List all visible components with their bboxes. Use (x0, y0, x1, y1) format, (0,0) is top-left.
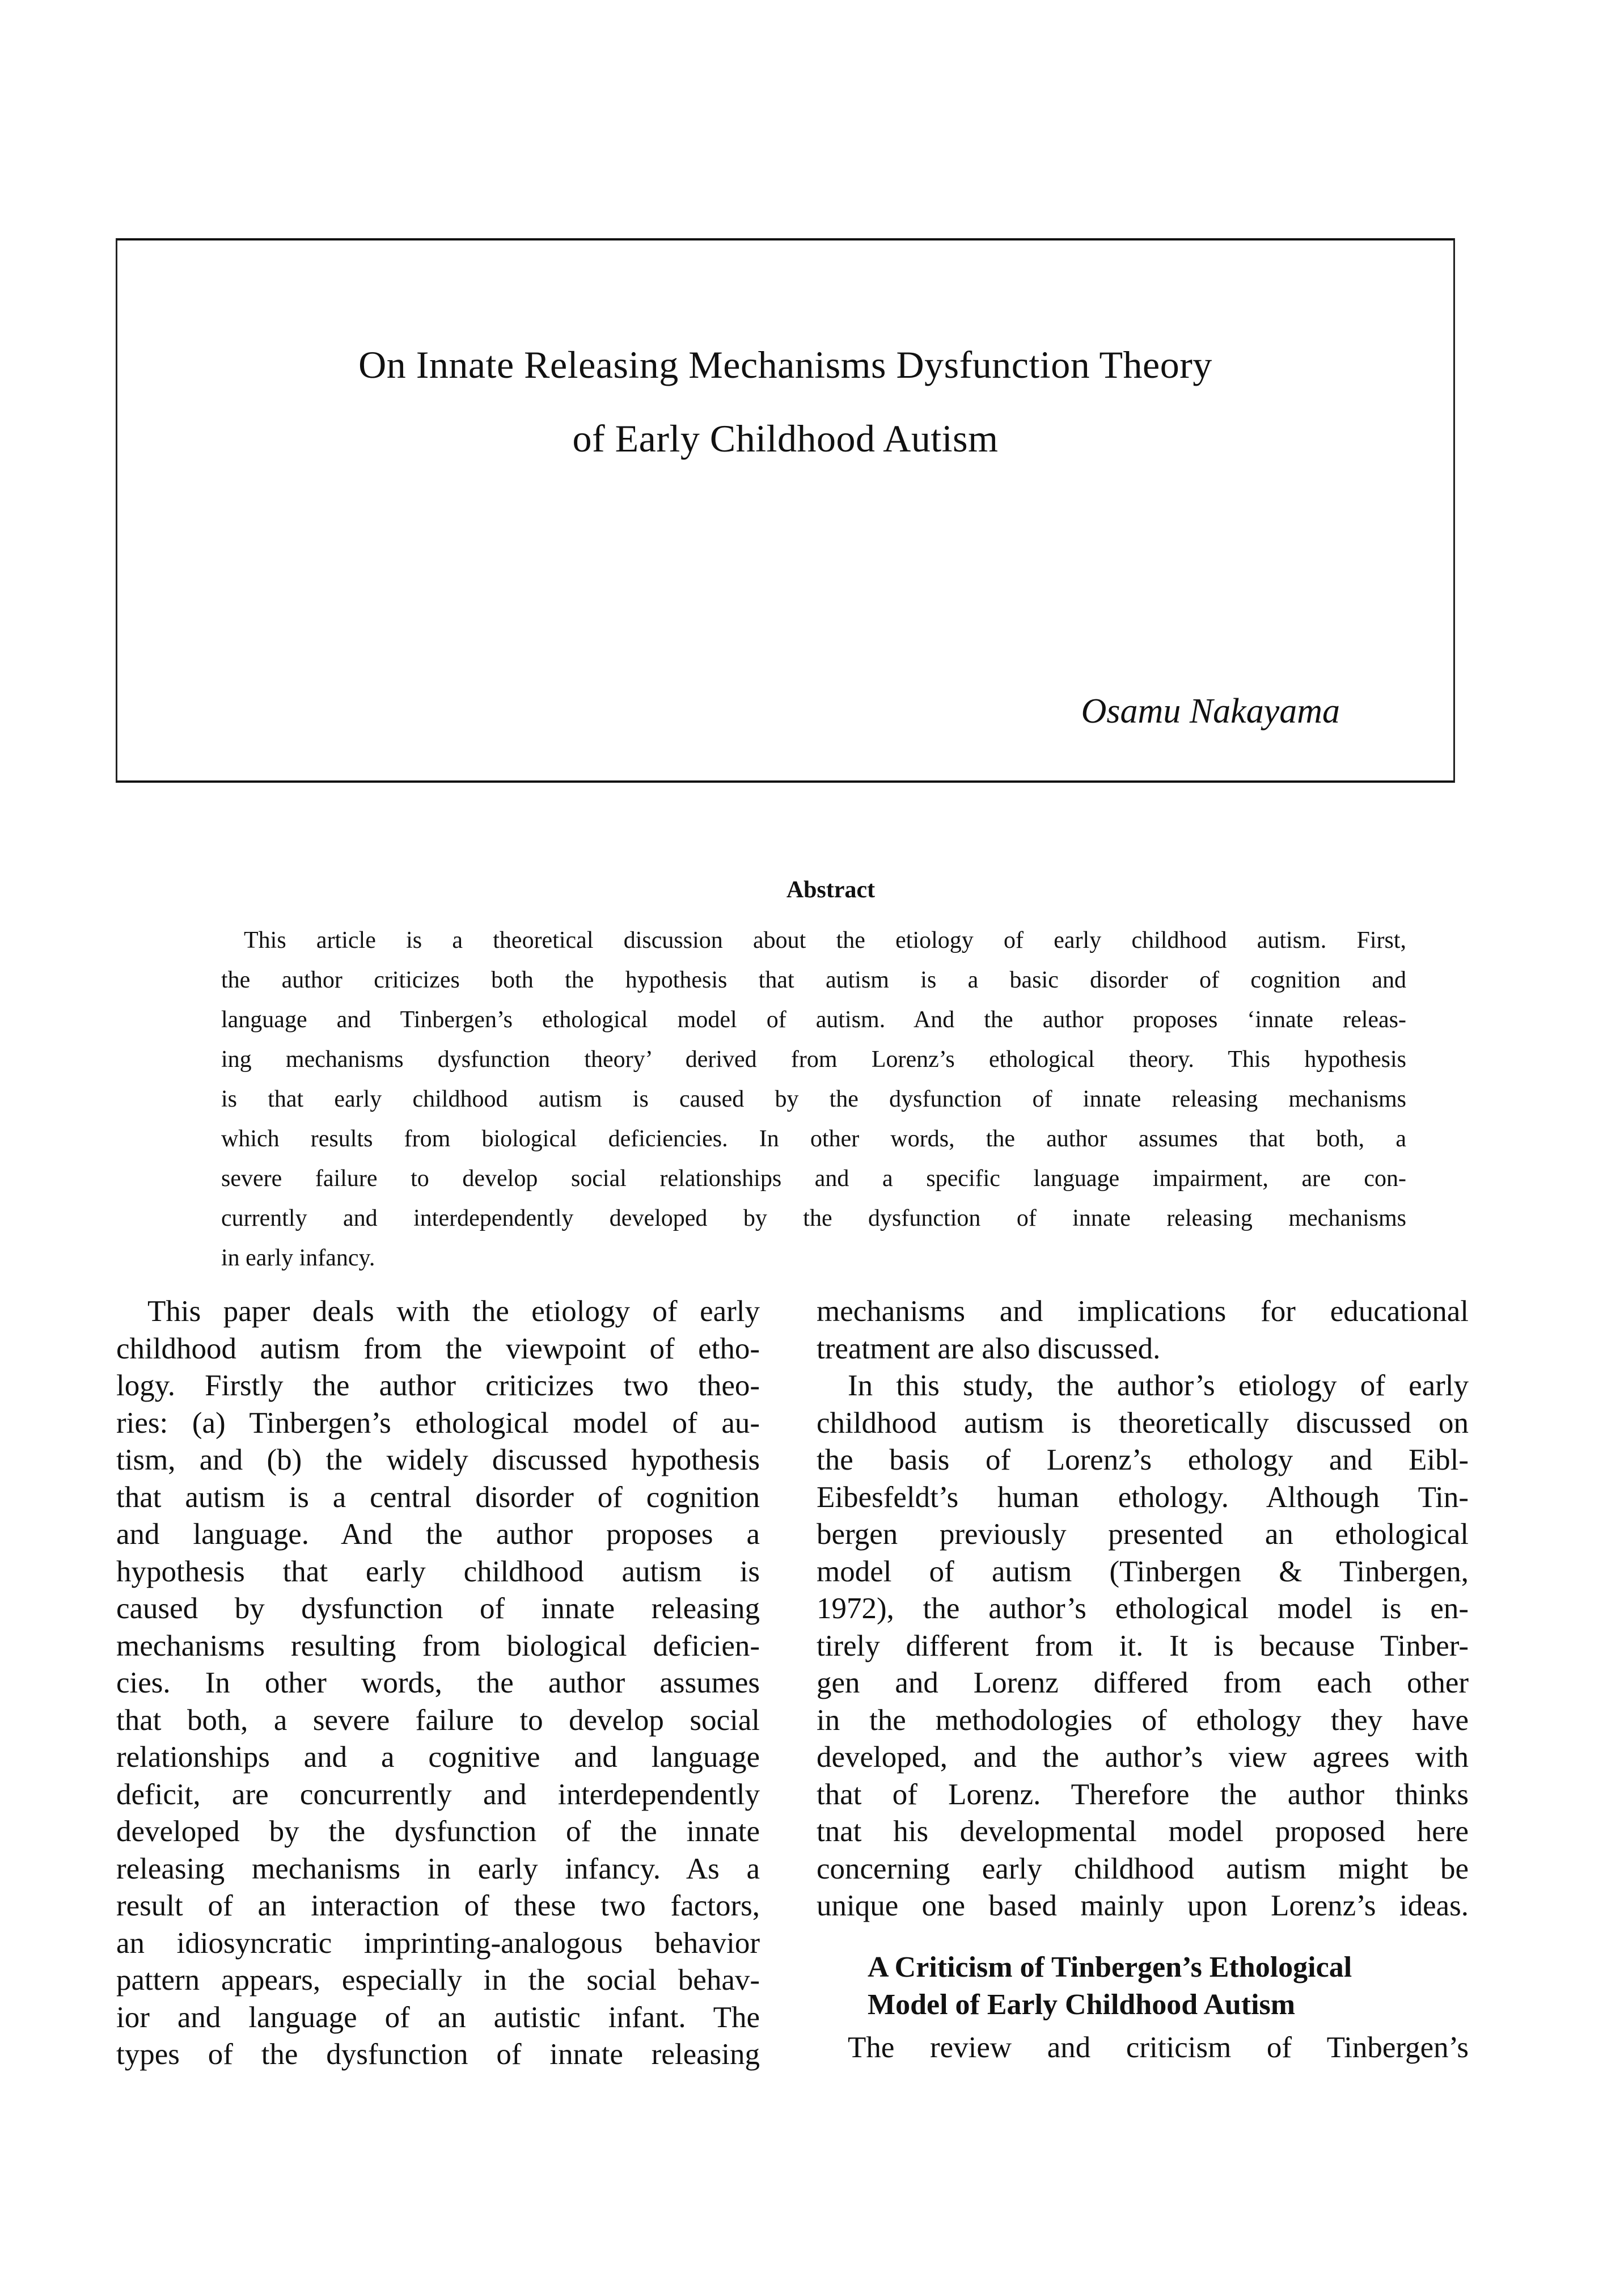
abstract-line: severe failure to develop social relationships and a specific language impairment, are con- (221, 1166, 1406, 1192)
abstract-section (221, 876, 1406, 1278)
body-line: that both, a severe failure to develop social (116, 1703, 760, 1737)
body-line: that of Lorenz. Therefore the author thinks (817, 1778, 1469, 1811)
body-line: in the methodologies of ethology they have (817, 1703, 1469, 1737)
body-line: an idiosyncratic imprinting-analogous behavior (116, 1926, 760, 1960)
body-line: caused by dysfunction of innate releasing (116, 1592, 760, 1625)
body-line: result of an interaction of these two factors, (116, 1889, 760, 1922)
body-line: childhood autism from the viewpoint of etho- (116, 1332, 760, 1365)
section-heading (817, 1949, 1469, 2024)
abstract-line: the author criticizes both the hypothesis that autism is a basic disorder of cognition and (221, 967, 1406, 993)
body-right-column (817, 1293, 1469, 2066)
body-line: hypothesis that early childhood autism is (116, 1555, 760, 1588)
abstract-line: in early infancy. (221, 1245, 375, 1271)
body-line: gen and Lorenz differed from each other (817, 1666, 1469, 1699)
body-line: ior and language of an autistic infant. The (116, 2000, 760, 2034)
body-line: that autism is a central disorder of cognition (116, 1480, 760, 1514)
body-line: and language. And the author proposes a (116, 1518, 760, 1551)
abstract-line: ing mechanisms dysfunction theory’ derived from Lorenz’s ethological theory. This hypothesis (221, 1046, 1406, 1073)
body-line: childhood autism is theoretically discussed on (817, 1406, 1469, 1440)
body-line: relationships and a cognitive and language (116, 1741, 760, 1774)
body-line: Eibesfeldt’s human ethology. Although Tin- (817, 1480, 1469, 1514)
body-line: treatment are also discussed. (817, 1332, 1161, 1365)
body-line: ries: (a) Tinbergen’s ethological model of au- (116, 1406, 760, 1440)
body-line: the basis of Lorenz’s ethology and Eibl- (817, 1444, 1469, 1476)
body-line: The review and criticism of Tinbergen’s (848, 2031, 1469, 2064)
title-box (116, 238, 1455, 783)
body-line: logy. Firstly the author criticizes two theo- (116, 1369, 760, 1402)
abstract-line: which results from biological deficiencies. In other words, the author assumes that both, a (221, 1126, 1406, 1152)
body-line: tirely different from it. It is because Tinber- (817, 1629, 1469, 1662)
body-line: 1972), the author’s ethological model is en- (817, 1592, 1469, 1625)
body-line: This paper deals with the etiology of early (147, 1295, 760, 1328)
body-line: tism, and (b) the widely discussed hypothesis (116, 1444, 760, 1476)
abstract-line: currently and interdependently developed by the dysfunction of innate releasing mechanisms (221, 1205, 1406, 1231)
body-line: pattern appears, especially in the social behav- (116, 1964, 760, 1997)
body-line: deficit, are concurrently and interdependently (116, 1778, 760, 1811)
section-heading-line-1: A Criticism of Tinbergen’s Ethological (868, 1951, 1352, 1983)
abstract-line: language and Tinbergen’s ethological model of autism. And the author proposes ‘innate releas- (221, 1007, 1406, 1033)
body-left-column (116, 1293, 760, 2074)
paper-title-line-2: of Early Childhood Autism (572, 417, 999, 460)
abstract-line: is that early childhood autism is caused by the dysfunction of innate releasing mechanisms (221, 1086, 1406, 1112)
abstract-line: This article is a theoretical discussion about the etiology of early childhood autism. First, (244, 927, 1406, 953)
body-line: model of autism (Tinbergen & Tinbergen, (817, 1555, 1469, 1588)
body-line: concerning early childhood autism might be (817, 1852, 1469, 1885)
body-line: unique one based mainly upon Lorenz’s ideas. (817, 1889, 1469, 1922)
body-line: mechanisms and implications for educational (817, 1295, 1469, 1328)
body-line: developed by the dysfunction of the innate (116, 1815, 760, 1848)
abstract-heading: Abstract (786, 877, 876, 903)
body-line: In this study, the author’s etiology of early (848, 1369, 1469, 1402)
body-line: bergen previously presented an ethological (817, 1518, 1469, 1551)
author-name: Osamu Nakayama (1081, 692, 1340, 731)
body-line: developed, and the author’s view agrees with (817, 1741, 1469, 1774)
body-line: types of the dysfunction of innate releasing (116, 2038, 760, 2071)
section-heading-line-2: Model of Early Childhood Autism (868, 1988, 1296, 2021)
body-line: mechanisms resulting from biological deficien- (116, 1629, 760, 1662)
body-line: releasing mechanisms in early infancy. As a (116, 1852, 760, 1885)
paper-title-line-1: On Innate Releasing Mechanisms Dysfunction Theory (358, 343, 1212, 386)
body-line: cies. In other words, the author assumes (116, 1666, 760, 1699)
body-line: tnat his developmental model proposed here (817, 1815, 1469, 1848)
abstract-body (221, 921, 1406, 1278)
